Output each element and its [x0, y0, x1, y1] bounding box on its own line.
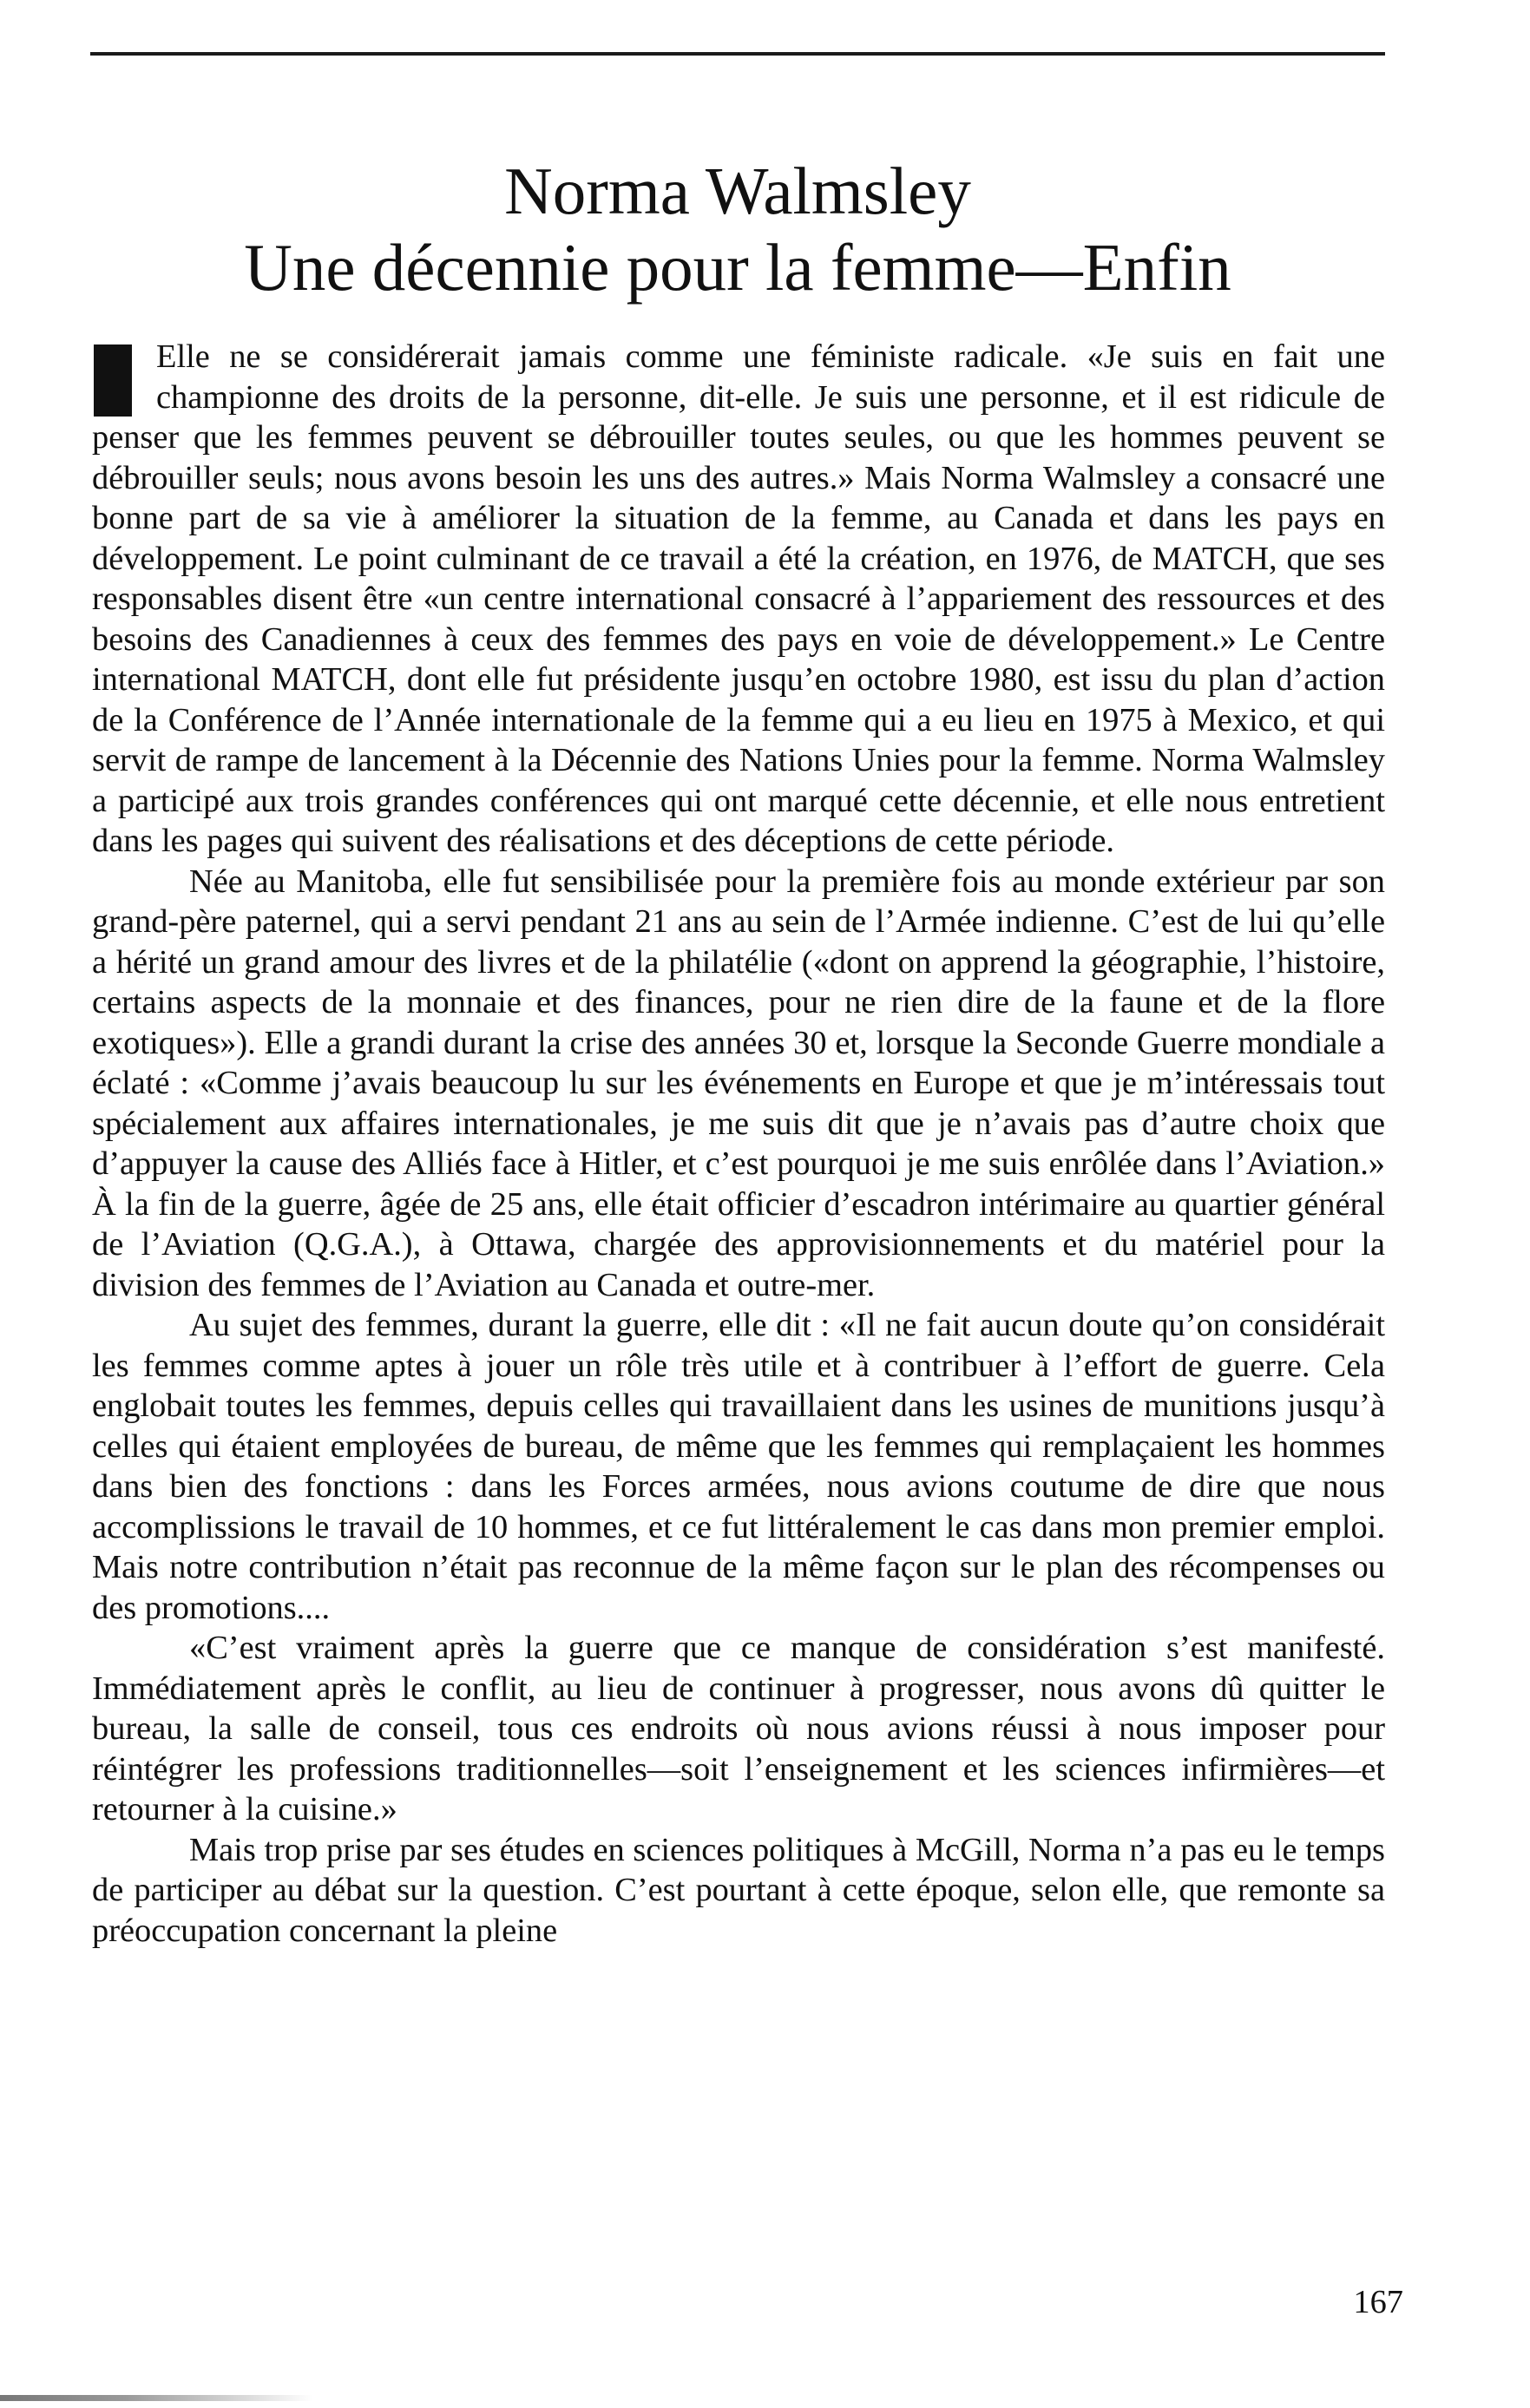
page-number: 167: [1353, 2284, 1403, 2320]
paragraph-1: [92, 337, 1385, 862]
paragraph-1-text: Elle ne se considérerait jamais comme une féministe radicale. «Je suis en fait une championne des droits de la personne, dit-elle. Je suis une personne, et il est ridicule de penser que les femmes peuvent se débrouiller toutes seules, ou que les hommes peuvent se débrouiller seuls; nous avons besoin les uns des autres.» Mais Norma Walmsley a consacré une bonne part de sa vie à améliorer la situation de la femme, au Canada et dans les pays en développement. Le point culminant de ce travail a été la création, en 1976, de MATCH, que ses responsables disent être «un centre international consacré à l’appariement des ressources et des besoins des Canadiennes à ceux des femmes des pays en voie de développement.» Le Centre international MATCH, dont elle fut présidente jusqu’en octobre 1980, est issu du plan d’action de la Conférence de l’Année internationale de la femme qui a eu lieu en 1975 à Mexico, et qui servit de rampe de lancement à la Décennie des Nations Unies pour la femme. Norma Walmsley a participé aux trois grandes conférences qui ont marqué cette décennie, et elle nous entretient dans les pages qui suivent des réalisations et des déceptions de cette période.: [92, 338, 1385, 859]
title-line-name: Norma Walmsley: [504, 154, 971, 228]
paragraph-2: Née au Manitoba, elle fut sensibilisée pour la première fois au monde extérieur par son grand-père paternel, qui a servi pendant 21 ans au sein de l’Armée indienne. C’est de lui qu’elle a hérité un grand amour des livres et de la philatélie («dont on apprend la géographie, l’histoire, certains aspects de la monnaie et des finances, pour ne rien dire de la faune et de la flore exotiques»). Elle a grandi durant la crise des années 30 et, lorsque la Seconde Guerre mondiale a éclaté : «Comme j’avais beaucoup lu sur les événements en Europe et que je m’intéressais tout spécialement aux affaires internationales, je me suis dit que je n’avais pas d’autre choix que d’appuyer la cause des Alliés face à Hitler, et c’est pourquoi je me suis enrôlée dans l’Aviation.» À la fin de la guerre, âgée de 25 ans, elle était officier d’escadron intérimaire au quartier général de l’Aviation (Q.G.A.), à Ottawa, chargée des approvisionnements et du matériel pour la division des femmes de l’Aviation au Canada et outre-mer.: [92, 863, 1385, 1303]
paragraph-3: Au sujet des femmes, durant la guerre, elle dit : «Il ne fait aucun doute qu’on considérait les femmes comme aptes à jouer un rôle très utile et à contribuer à l’effort de guerre. Cela englobait toutes les femmes, depuis celles qui travaillaient dans les usines de munitions jusqu’à celles qui étaient employées de bureau, de même que les femmes qui remplaçaient les hommes dans bien des fonctions : dans les Forces armées, nous avions coutume de dire que nous accomplissions le travail de 10 hommes, et ce fut littéralement le cas dans mon premier emploi. Mais notre contribution n’était pas reconnue de la même façon sur le plan des récompenses ou des promotions....: [92, 1307, 1385, 1626]
article-body: [92, 337, 1385, 1951]
title-line-subtitle: Une décennie pour la femme—Enfin: [244, 230, 1231, 305]
article-title: [90, 153, 1385, 305]
page-edge-shadow: [0, 2395, 312, 2401]
paragraph-5: Mais trop prise par ses études en sciences politiques à McGill, Norma n’a pas eu le temps de participer au débat sur la question. C’est pourtant à cette époque, selon elle, que remonte sa préoccupation concernant la pleine: [92, 1831, 1385, 1949]
top-rule: [90, 52, 1385, 56]
drop-square-ornament: [94, 344, 132, 417]
paragraph-4: «C’est vraiment après la guerre que ce manque de considération s’est manifesté. Immédiatement après le conflit, au lieu de continuer à progresser, nous avons dû quitter le bureau, la salle de conseil, tous ces endroits où nous avions réussi à nous imposer pour réintégrer les professions traditionnelles—soit l’enseignement et les sciences infirmières—et retourner à la cuisine.»: [92, 1630, 1385, 1827]
